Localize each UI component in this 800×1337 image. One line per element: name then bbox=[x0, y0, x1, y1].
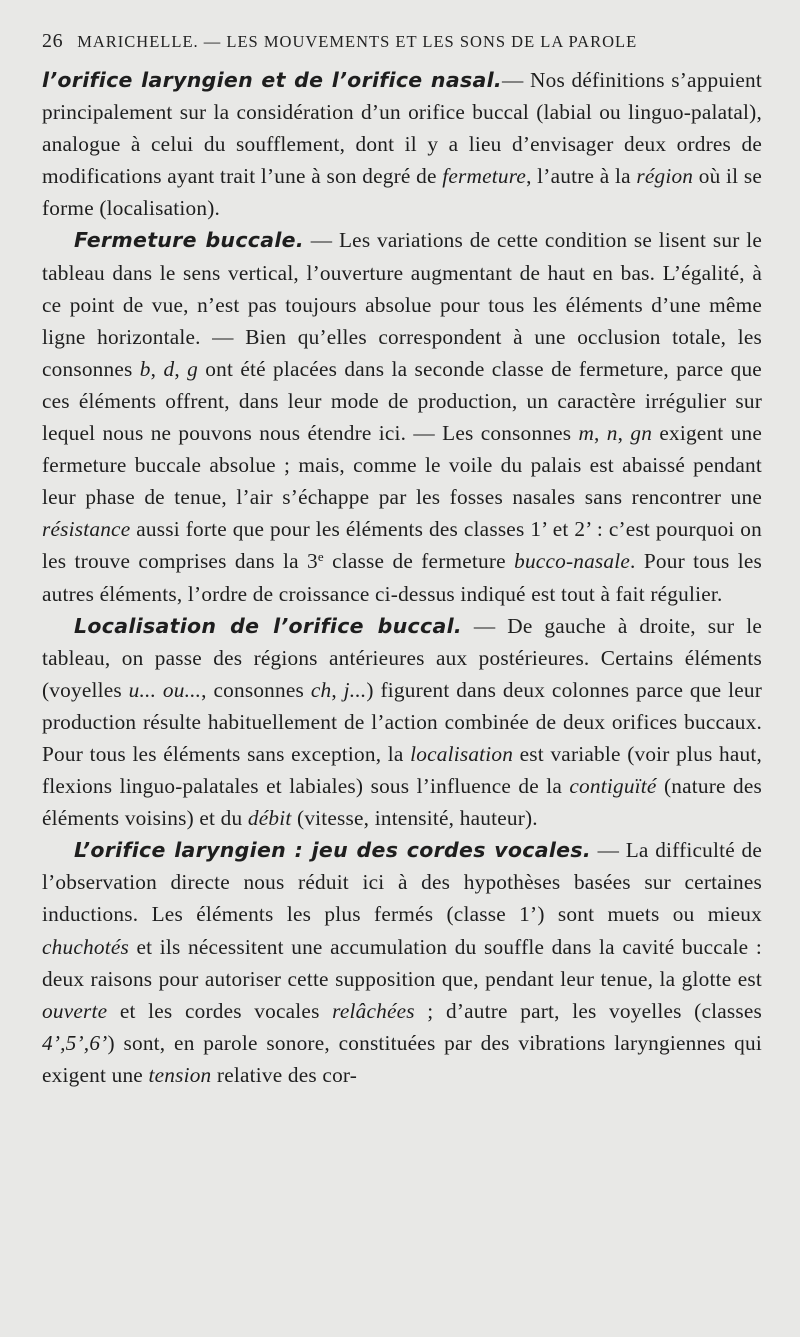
italic-term: tension bbox=[148, 1062, 212, 1087]
text-run: est variable (voir plus haut, flexions linguo-palatales et labiales) sous l’influence de la bbox=[42, 741, 762, 799]
paragraph-heading: Localisation de l’orifice buccal. bbox=[74, 613, 462, 638]
text-run: — De gauche à droite, sur le tableau, on passe des régions antérieures aux postérieures. Certains éléments (voyelles bbox=[42, 613, 762, 702]
text-run: — La difficulté de l’observation directe nous réduit ici à des hypothèses basées sur certaines inductions. Les éléments les plus fermés (classe 1’) sont muets ou mieux bbox=[42, 838, 762, 927]
text-run: , bbox=[174, 356, 188, 381]
italic-term: ch bbox=[310, 677, 332, 702]
text-run: ; d’autre part, les voyelles (classes bbox=[414, 998, 762, 1023]
italic-term: j... bbox=[343, 677, 367, 702]
text-run: , bbox=[617, 421, 631, 446]
text-run: — Les variations de cette condition se lisent sur le tableau dans le sens vertical, l’ouverture augmentant de haut en bas. L’égalité, à ce point de vue, n’est pas toujours absolue pour tous les éléments d’une même ligne horizontale. — Bien qu’elles correspondent à une occlusion totale, les consonnes bbox=[42, 228, 763, 381]
paragraph-heading: L’orifice laryngien : jeu des cordes vocales. bbox=[74, 838, 591, 863]
italic-term: fermeture bbox=[442, 164, 527, 189]
paragraph-heading: l’orifice laryngien et de l’orifice nasal. bbox=[42, 68, 503, 92]
text-run: , consonnes bbox=[201, 677, 311, 702]
italic-term: contiguïté bbox=[569, 774, 657, 799]
text-run: ont été placées dans la seconde classe de fermeture, parce que ces éléments offrent, dans leur mode de production, un caractère irrégulier sur lequel nous ne pouvons nous étendre ici. — Les consonnes bbox=[42, 356, 762, 446]
paragraph-heading: Fermeture buccale. bbox=[74, 228, 304, 253]
text-run: (vitesse, intensité, hauteur). bbox=[291, 806, 538, 831]
italic-term: n bbox=[606, 421, 618, 446]
text-run: classe de fermeture bbox=[323, 549, 515, 574]
paragraph bbox=[42, 610, 762, 835]
text-run: — Nos définitions s’appuient principalement sur la considération d’un orifice buccal (labial ou linguo-palatal), analogue à celui du soufflement, dont il y a lieu d’envisager deux ordres de modifications ayant trait l’une à son degré de bbox=[42, 68, 762, 189]
italic-term: g bbox=[187, 356, 198, 381]
italic-term: localisation bbox=[410, 741, 514, 766]
text-run: , l’autre à la bbox=[526, 164, 637, 189]
italic-term: gn bbox=[630, 421, 653, 446]
paragraph bbox=[42, 224, 762, 609]
text-run: relative des cor- bbox=[211, 1062, 358, 1087]
text-run: aussi forte que pour les éléments des classes 1’ et 2’ : c’est pourquoi on les trouve comprises dans la 3 bbox=[42, 517, 762, 574]
italic-term: chuchotés bbox=[42, 934, 129, 959]
text-run: exigent une fermeture buccale absolue ; mais, comme le voile du palais est abaissé pendant leur phase de tenue, l’air s’échappe par les fosses nasales sans rencontrer une bbox=[42, 421, 762, 510]
italic-term: d bbox=[163, 356, 175, 381]
running-head bbox=[42, 30, 762, 64]
italic-term: résistance bbox=[42, 517, 131, 542]
text-run: , bbox=[331, 677, 344, 702]
text-run: et les cordes vocales bbox=[107, 998, 333, 1023]
italic-term: 4’,5’,6’ bbox=[42, 1030, 108, 1055]
text-run: , bbox=[594, 421, 607, 446]
paragraph-text bbox=[42, 228, 762, 605]
text-run: (nature des éléments voisins) et du bbox=[42, 774, 762, 831]
text-run: , bbox=[150, 356, 164, 381]
italic-term: u... ou... bbox=[128, 677, 202, 702]
italic-term: m bbox=[578, 421, 595, 446]
body-text bbox=[42, 64, 762, 1091]
italic-term: relâchées bbox=[332, 998, 415, 1023]
italic-term: ouverte bbox=[42, 998, 108, 1023]
paragraph-text bbox=[42, 614, 762, 831]
text-run: . Pour tous les autres éléments, l’ordre de croissance ci-dessus indiqué est tout à fait régulier. bbox=[42, 549, 762, 606]
text-run: ) sont, en parole sonore, constituées par des vibrations laryngiennes qui exigent une bbox=[42, 1030, 762, 1087]
italic-term: débit bbox=[247, 806, 292, 831]
text-run: ) figurent dans deux colonnes parce que leur production résulte habituellement de l’action combinée de deux orifices buccaux. Pour tous les éléments sans exception, la bbox=[42, 677, 762, 766]
superscript: e bbox=[317, 549, 324, 565]
italic-term: bucco-nasale bbox=[514, 549, 631, 574]
page-number: 26 bbox=[42, 30, 64, 52]
text-run: et ils nécessitent une accumulation du souffle dans la cavité buccale : deux raisons pour autoriser cette supposition que, pendant leur tenue, la glotte est bbox=[42, 934, 762, 991]
running-head-title: MARICHELLE. — LES MOUVEMENTS ET LES SONS DE LA PAROLE bbox=[77, 32, 638, 51]
paragraph bbox=[42, 834, 762, 1091]
italic-term: région bbox=[636, 164, 694, 189]
paragraph bbox=[42, 64, 762, 224]
italic-term: b bbox=[139, 356, 151, 381]
text-run: où il se forme (localisation). bbox=[42, 164, 762, 221]
paragraph-text bbox=[42, 838, 762, 1087]
